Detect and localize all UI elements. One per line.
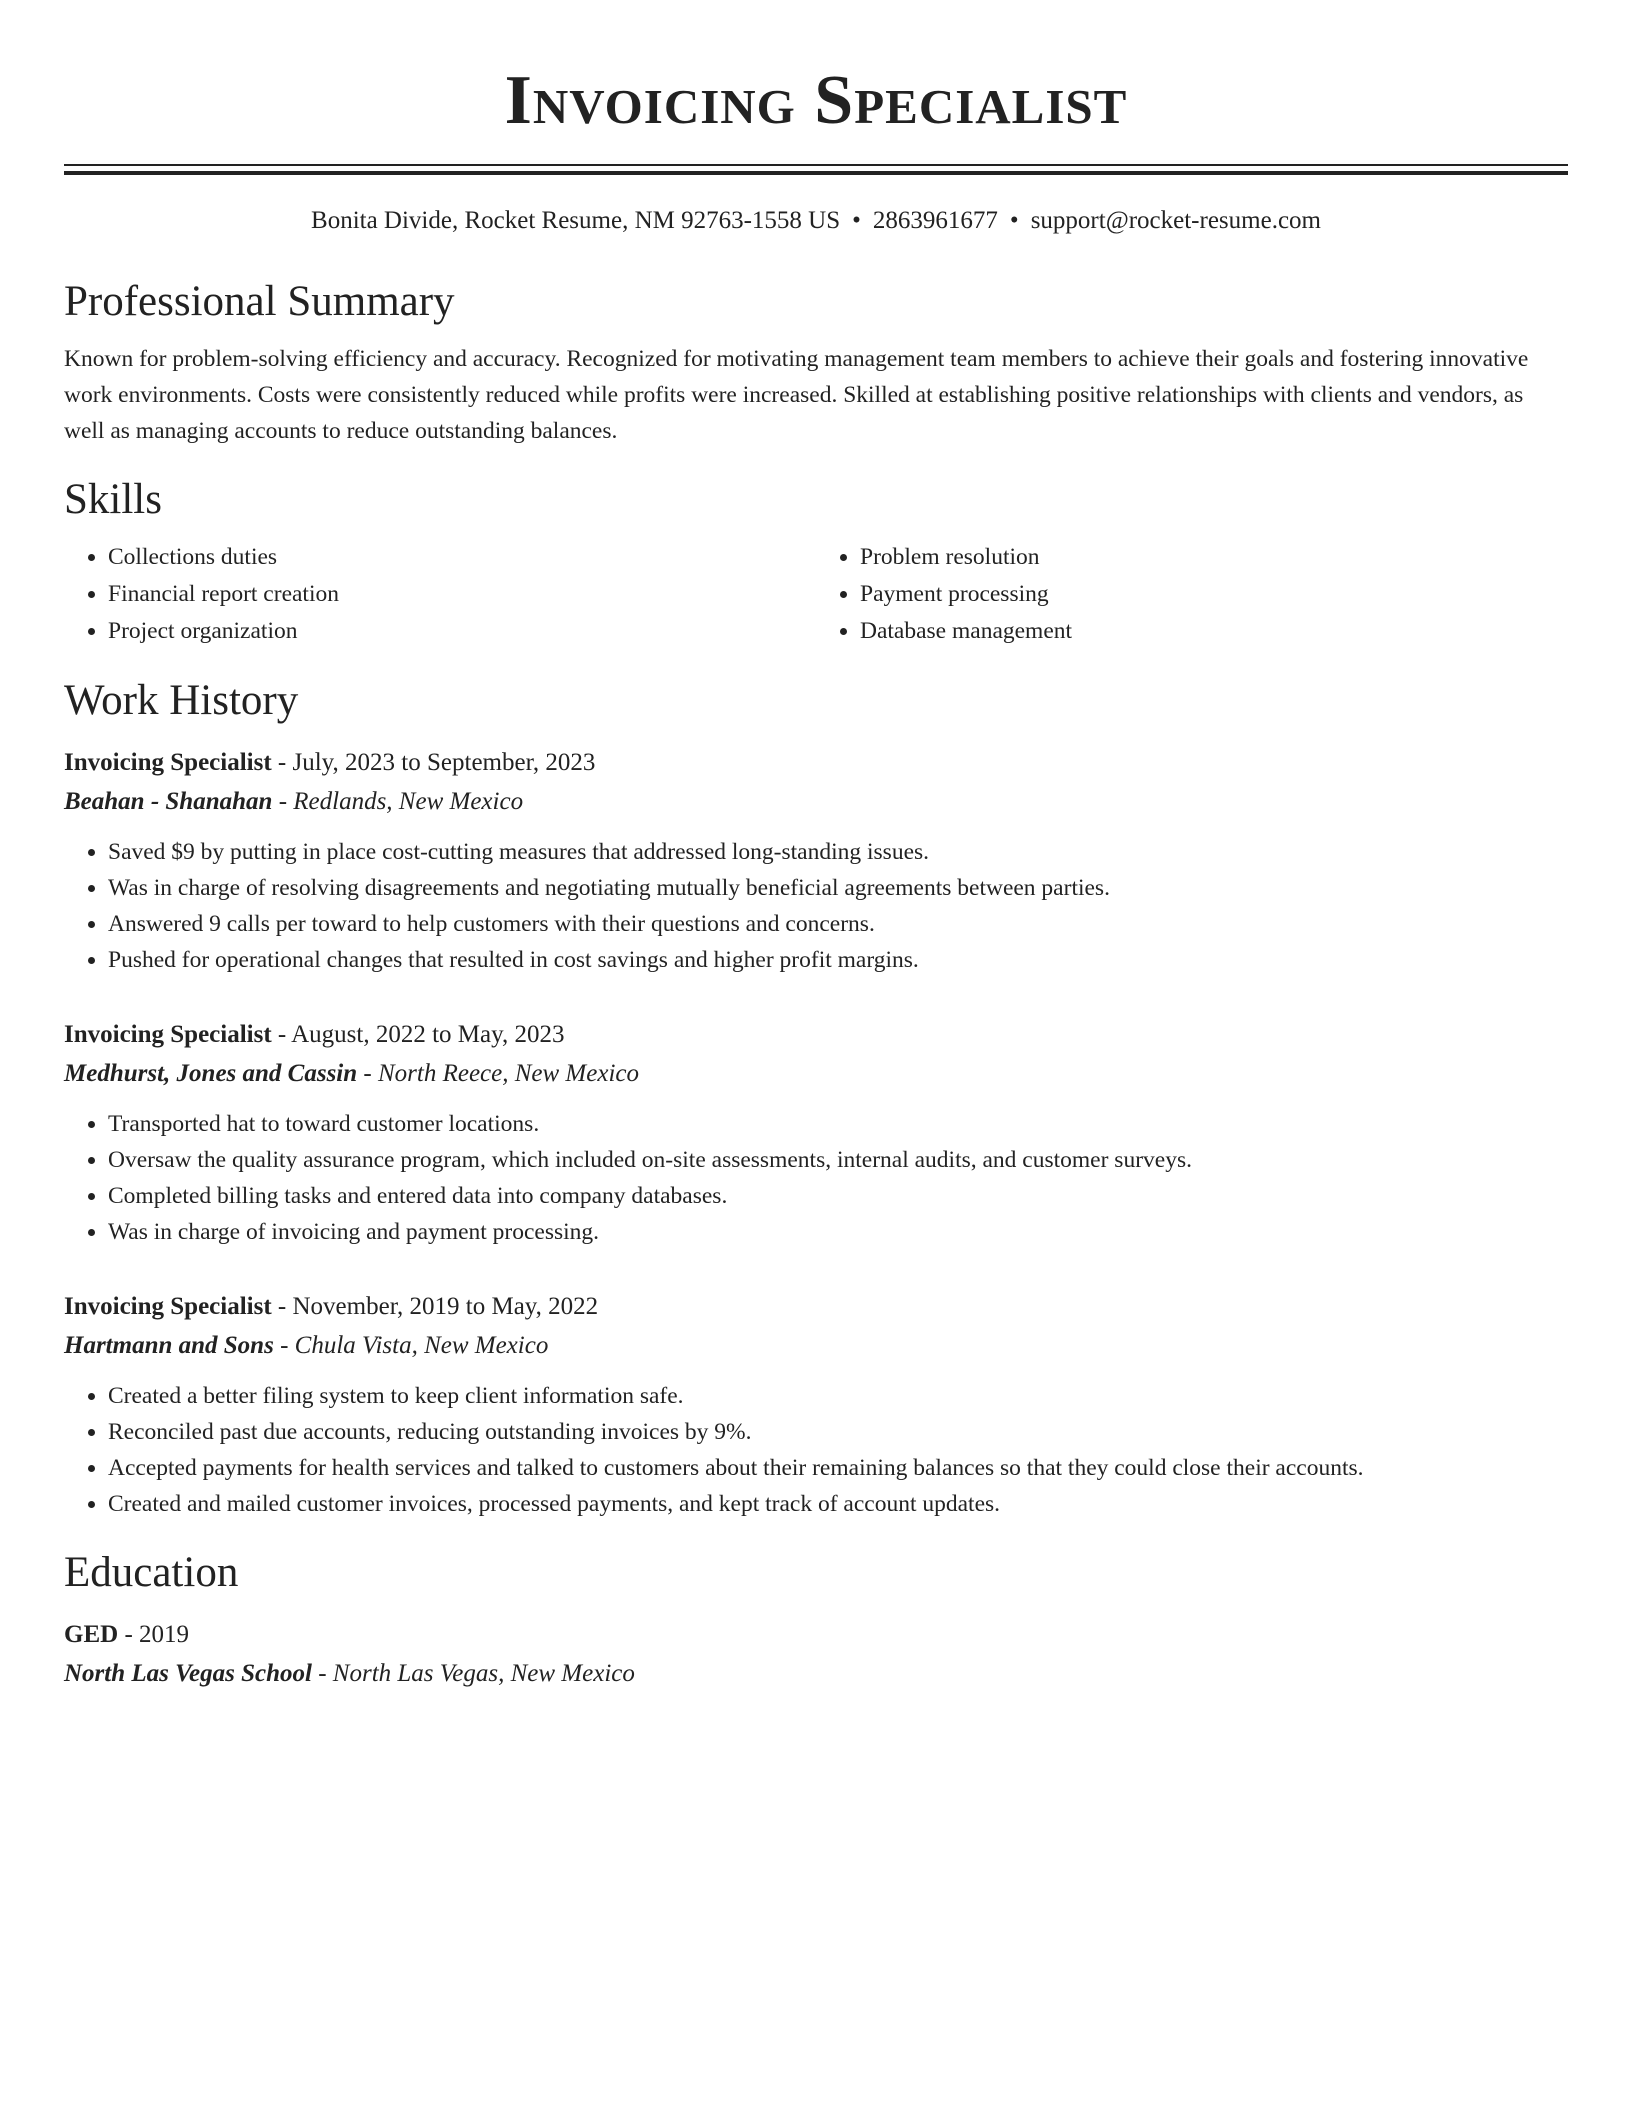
job-bullet: • Answered 9 calls per toward to help customers with their questions and concerns. [108,906,1568,942]
job-entry [64,744,1568,978]
school-name: North Las Vegas School [64,1660,312,1687]
company-line [64,1326,1568,1366]
job-position: Invoicing Specialist [64,1021,272,1048]
skills-columns [64,539,1568,650]
job-entry [64,1288,1568,1522]
company-location: North Reece, New Mexico [377,1060,639,1087]
education-entry [64,1616,1568,1694]
job-bullet: • Reconciled past due accounts, reducing outstanding invoices by 9%. [108,1414,1568,1450]
work-history-heading: Work History [64,677,299,724]
job-bullet: • Created a better filing system to keep client information safe. [108,1378,1568,1414]
job-dates: November, 2019 to May, 2022 [292,1293,599,1320]
skills-heading: Skills [64,476,162,523]
contact-line [64,205,1568,237]
company-name: Beahan - Shanahan [64,788,273,815]
skill-item: • Collections duties [108,539,816,576]
job-bullet: • Transported hat to toward customer locations. [108,1106,1568,1142]
company-line [64,1054,1568,1094]
education-heading: Education [64,1549,239,1596]
job-bullet: • Pushed for operational changes that resulted in cost savings and higher profit margins. [108,942,1568,978]
skills-list-left [64,539,816,650]
school-line [64,1654,1568,1694]
job-bullet: • Saved $9 by putting in place cost-cutting measures that addressed long-standing issues. [108,834,1568,870]
job-position: Invoicing Specialist [64,1293,272,1320]
job-dates: July, 2023 to September, 2023 [292,749,596,776]
job-dash: - [271,1293,293,1320]
job-entry [64,1016,1568,1250]
company-name: Medhurst, Jones and Cassin [64,1060,358,1087]
skill-item: • Database management [860,613,1568,650]
contact-address: Bonita Divide, Rocket Resume, NM 92763-1558 US [311,207,841,234]
contact-separator: • [852,207,861,234]
degree-dash: - [118,1621,140,1648]
job-bullets [64,1106,1568,1250]
job-bullets [64,1378,1568,1522]
summary-text: Known for problem-solving efficiency and accuracy. Recognized for motivating management team members to achieve their goals and fostering innovative work environments. Costs were consistently reduced while profits were increased. Skilled at establishing positive relationships with clients and vendors, as well as managing accounts to reduce outstanding balances. [64,346,1529,444]
company-name: Hartmann and Sons [64,1332,274,1359]
job-title-line [64,1288,1568,1326]
skill-item: • Project organization [108,613,816,650]
job-bullet: • Was in charge of invoicing and payment processing. [108,1214,1568,1250]
resume-title: Invoicing Specialist [504,62,1128,139]
company-line [64,782,1568,822]
company-dash: - [357,1060,378,1087]
job-bullet: • Was in charge of resolving disagreements and negotiating mutually beneficial agreements between parties. [108,870,1568,906]
school-dash: - [311,1660,333,1687]
skill-item: • Payment processing [860,576,1568,613]
company-location: Chula Vista, New Mexico [294,1332,549,1359]
skill-item: • Problem resolution [860,539,1568,576]
summary-heading: Professional Summary [64,278,455,325]
school-location: North Las Vegas, New Mexico [332,1660,635,1687]
company-dash: - [273,1332,295,1359]
job-bullet: • Accepted payments for health services and talked to customers about their remaining balances so that they could close their accounts. [108,1450,1568,1486]
job-bullet: • Oversaw the quality assurance program, which included on-site assessments, internal audits, and customer surveys. [108,1142,1568,1178]
job-dash: - [271,1021,292,1048]
job-bullet: • Completed billing tasks and entered data into company databases. [108,1178,1568,1214]
company-dash: - [272,788,294,815]
job-dates: August, 2022 to May, 2023 [291,1021,565,1048]
company-location: Redlands, New Mexico [293,788,524,815]
contact-email: support@rocket-resume.com [1030,207,1321,234]
job-position: Invoicing Specialist [64,749,272,776]
degree-name: GED [64,1621,119,1648]
degree-line [64,1616,1568,1654]
skill-item: • Financial report creation [108,576,816,613]
job-bullet: • Created and mailed customer invoices, processed payments, and kept track of account updates. [108,1486,1568,1522]
skills-list-right [816,539,1568,650]
degree-year: 2019 [139,1621,190,1648]
contact-phone: 2863961677 [872,207,998,234]
contact-separator: • [1009,207,1019,234]
job-title-line [64,744,1568,782]
job-dash: - [271,749,293,776]
job-bullets [64,834,1568,978]
job-title-line [64,1016,1568,1054]
title-divider [64,164,1568,175]
